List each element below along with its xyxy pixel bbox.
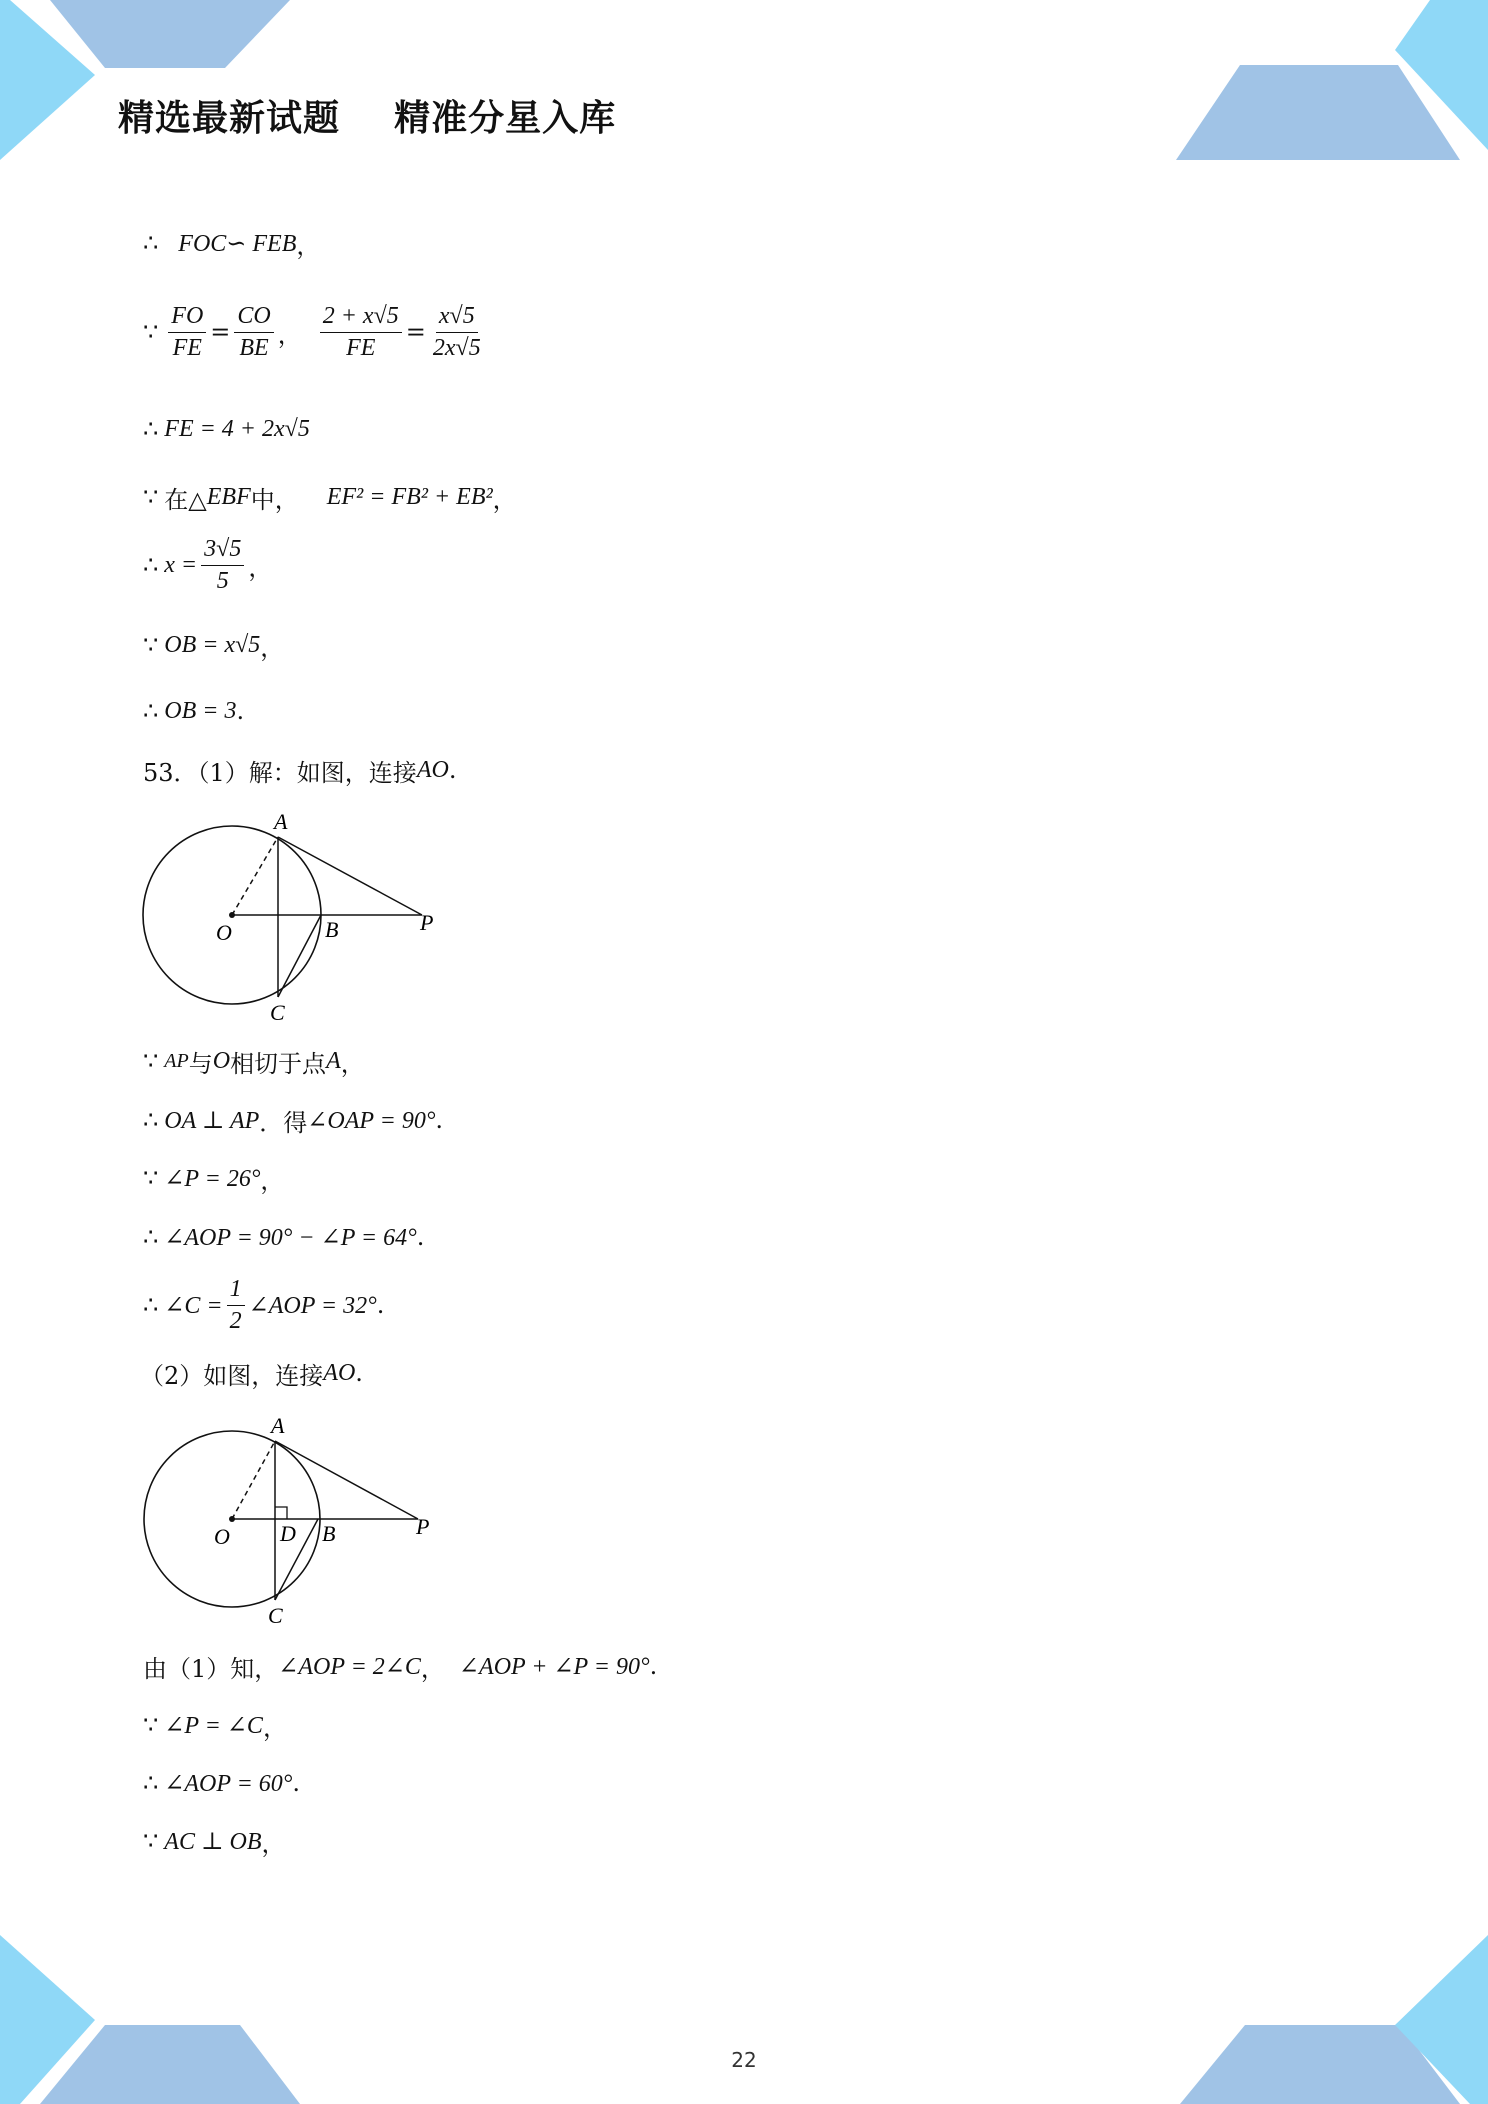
label-a: A — [274, 809, 288, 834]
text: 相切于点 — [230, 1049, 327, 1078]
proof-line-4 — [143, 478, 517, 516]
denominator: 2 — [229, 1307, 242, 1334]
denominator: BE — [239, 334, 269, 361]
similarity-statement: FOC∽ FEB — [178, 230, 297, 257]
punctuation: ， — [260, 1166, 285, 1195]
equals-sign: = — [405, 318, 426, 346]
math-expression: EF² = FB² + EB² — [326, 483, 493, 510]
punctuation: ， — [492, 485, 517, 514]
because-symbol: ∵ — [143, 318, 159, 346]
segment-oa — [232, 1441, 275, 1519]
proof-line-2 — [143, 295, 488, 369]
punctuation: ， — [277, 320, 302, 349]
punctuation: ， — [261, 1829, 286, 1858]
therefore-symbol: ∴ — [143, 1769, 159, 1797]
math-expression: ∠AOP = 32° — [248, 1292, 377, 1319]
label-b: B — [325, 917, 339, 942]
denominator: FE — [346, 334, 376, 361]
therefore-symbol: ∴ — [143, 229, 159, 257]
punctuation: . — [448, 756, 457, 784]
proof-line-9 — [143, 1042, 365, 1080]
circle-name: O — [212, 1047, 231, 1074]
text: 中， — [250, 485, 299, 514]
segment-bc — [278, 915, 321, 997]
fraction-expression-fe — [320, 303, 402, 361]
proof-line-7 — [143, 693, 244, 729]
label-o: O — [214, 1524, 230, 1549]
numerator: 3√5 — [201, 536, 244, 565]
geometry-figure-1 — [140, 805, 460, 1025]
punctuation: . — [435, 1106, 444, 1134]
math-expression: ∠P = 26° — [164, 1165, 261, 1192]
proof-line-1 — [143, 226, 320, 260]
fraction-one-half — [227, 1276, 245, 1334]
punctuation: ， — [248, 553, 273, 582]
text: （2）如图，连接 — [140, 1361, 324, 1390]
punctuation: ， — [296, 231, 321, 260]
math-expression: ∠AOP + ∠P = 90° — [458, 1653, 650, 1680]
segment-name: AP — [164, 1049, 189, 1072]
page-number: 22 — [731, 2048, 757, 2072]
point-name: A — [326, 1047, 341, 1074]
math-expression: ∠AOP = 2∠C — [278, 1653, 421, 1680]
punctuation: . — [355, 1359, 363, 1387]
therefore-symbol: ∴ — [143, 697, 159, 725]
because-symbol: ∵ — [143, 1164, 159, 1192]
label-p: P — [420, 910, 434, 935]
geometry-figure-2 — [140, 1410, 460, 1630]
because-symbol: ∵ — [143, 631, 159, 659]
punctuation: . — [236, 697, 245, 725]
top-right-trapezoid — [1176, 65, 1460, 160]
math-expression: OB = x√5 — [164, 631, 261, 658]
punctuation: ， — [260, 633, 285, 662]
numerator: 2 + x√5 — [320, 303, 402, 332]
segment-ap — [278, 837, 422, 915]
fraction-x-root5 — [430, 303, 484, 361]
therefore-symbol: ∴ — [143, 551, 159, 579]
because-symbol: ∵ — [143, 1711, 159, 1739]
numerator: CO — [234, 303, 273, 332]
label-b: B — [322, 1521, 336, 1546]
label-a: A — [271, 1413, 285, 1438]
problem-53-part-2-heading — [140, 1354, 363, 1392]
fraction-3root5-over-5 — [201, 536, 244, 594]
math-expression: ∠AOP = 60° — [164, 1770, 293, 1797]
therefore-symbol: ∴ — [143, 1291, 159, 1319]
punctuation: ， — [340, 1049, 365, 1078]
math-expression: ∠P = ∠C — [164, 1712, 263, 1739]
numerator: x√5 — [436, 303, 478, 332]
math-expression: ∠AOP = 90° − ∠P = 64° — [164, 1224, 417, 1251]
label-o: O — [216, 920, 232, 945]
because-symbol: ∵ — [143, 483, 159, 511]
proof-line-18 — [143, 1822, 286, 1860]
triangle-name: EBF — [206, 483, 251, 510]
denominator: 2x√5 — [432, 334, 481, 361]
segment-oa — [232, 837, 278, 915]
math-expression: OB = 3 — [164, 697, 237, 724]
numerator: FO — [168, 303, 206, 332]
because-symbol: ∵ — [143, 1047, 159, 1075]
denominator: 5 — [216, 567, 229, 594]
proof-line-11 — [143, 1159, 284, 1197]
proof-line-6 — [143, 627, 284, 663]
equals-sign: = — [210, 318, 231, 346]
text: ．得 — [259, 1108, 308, 1137]
segment-name: AO — [416, 756, 449, 783]
punctuation: . — [292, 1769, 301, 1797]
center-point — [229, 912, 235, 918]
proof-line-10 — [143, 1101, 443, 1139]
right-angle-marker — [275, 1507, 287, 1519]
math-expression: x = — [164, 551, 198, 578]
fraction-co-be — [234, 303, 273, 361]
punctuation: . — [649, 1652, 658, 1680]
math-expression: FE = 4 + 2x√5 — [164, 415, 310, 442]
math-expression: ∠C = — [164, 1292, 223, 1319]
numerator: 1 — [227, 1276, 245, 1305]
center-point — [229, 1516, 235, 1522]
problem-53-part-1-heading — [143, 751, 456, 789]
therefore-symbol: ∴ — [143, 415, 159, 443]
because-symbol: ∵ — [143, 1827, 159, 1855]
text: 53．（1）解：如图，连接 — [143, 758, 417, 787]
text: 与 — [188, 1049, 213, 1078]
therefore-symbol: ∴ — [143, 1106, 159, 1134]
segment-name: AO — [323, 1359, 356, 1386]
proof-line-17 — [143, 1764, 300, 1802]
header-title: 精选最新试题 精准分星入库 — [118, 98, 617, 139]
math-expression: AC ⊥ OB — [164, 1828, 262, 1855]
punctuation: . — [376, 1291, 385, 1319]
punctuation: . — [416, 1223, 425, 1251]
label-c: C — [270, 1000, 285, 1025]
text: 在△ — [164, 485, 207, 514]
text: 由（1）知， — [143, 1654, 279, 1683]
proof-line-15 — [143, 1647, 657, 1685]
proof-line-16 — [143, 1706, 287, 1744]
proof-line-5 — [143, 530, 272, 600]
label-p: P — [416, 1514, 430, 1539]
proof-line-12 — [143, 1218, 424, 1256]
denominator: FE — [172, 334, 202, 361]
label-c: C — [268, 1603, 283, 1628]
punctuation: ， — [262, 1713, 287, 1742]
fraction-fo-fe — [168, 303, 206, 361]
proof-line-13 — [143, 1270, 384, 1340]
therefore-symbol: ∴ — [143, 1223, 159, 1251]
top-left-trapezoid — [50, 0, 290, 68]
segment-ap — [275, 1441, 418, 1519]
math-expression: OA ⊥ AP — [164, 1107, 260, 1134]
math-expression: ∠OAP = 90° — [307, 1107, 436, 1134]
proof-line-3 — [143, 411, 310, 447]
punctuation: ， — [420, 1654, 445, 1683]
label-d: D — [280, 1521, 296, 1546]
